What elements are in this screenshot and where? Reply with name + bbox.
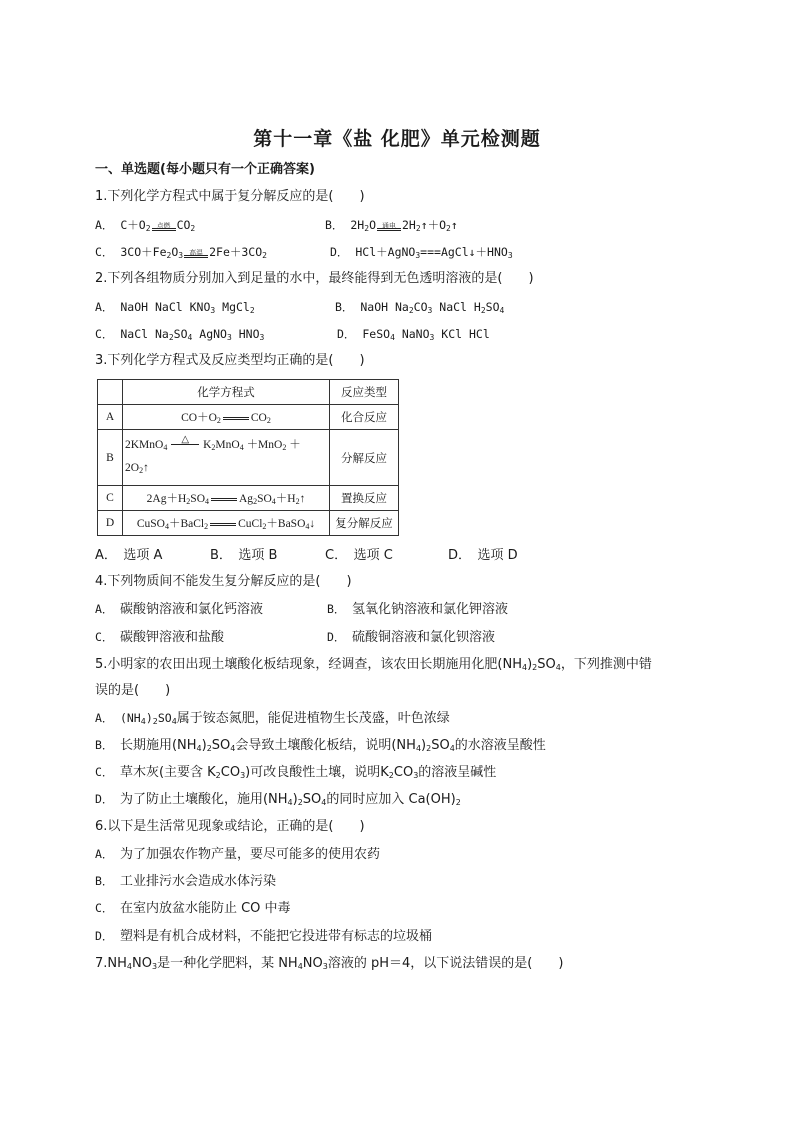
section-heading: 一、单选题(每小题只有一个正确答案) [95,162,315,177]
question-4-option-c[interactable]: C． 碳酸钾溶液和盐酸 [95,630,224,645]
reaction-condition: 高温 [183,247,209,259]
question-6-option-d[interactable]: D． 塑料是有机合成材料，不能把它投进带有标志的垃圾桶 [95,929,432,944]
question-2-stem: 2.下列各组物质分别加入到足量的水中，最终能得到无色透明溶液的是( ) [95,271,534,286]
question-5-option-b[interactable]: B． 长期施用$(NH_4)_2SO_4$会导致土壤酸化板结，说明$(NH_4)_2SO_4$的水溶液呈酸性 [95,738,546,753]
question-5-stem: 5.小明家的农田出现土壤酸化板结现象，经调查，该农田长期施用化肥$(NH_4)_2SO_4$，下列推测中错 [95,657,652,672]
table-row: B 2KMnO$_4$ △ $K_2MnO_4 +MnO_2$ ＋ $2O_2↑$ 分解反应 [98,430,399,486]
question-6-option-b[interactable]: B． 工业排污水会造成水体污染 [95,874,276,889]
page-title: 第十一章《盐 化肥》单元检测题 [253,128,541,150]
question-5-option-a[interactable]: A． $(NH_4)_2SO_4$属于铵态氮肥，能促进植物生长茂盛，叶色浓绿 [95,711,450,726]
question-1-option-c[interactable]: C． $3CO+Fe_2O_3$ 高温 $2Fe+3CO_2$ [95,245,267,260]
question-3-option-b[interactable]: B． 选项 B [210,548,278,563]
table-header-type: 反应类型 [330,380,399,405]
reaction-condition: 通电 [376,220,402,232]
question-7-stem: $7.NH_4NO_3$是一种化学肥料，某 $NH_4NO_3$溶液的 pH＝4，以下说法错误的是( ) [95,956,564,971]
question-4-option-d[interactable]: D． 硫酸铜溶液和氯化钡溶液 [327,630,495,645]
question-5-option-d[interactable]: D． 为了防止土壤酸化，施用$(NH_4)_2SO_4$的同时应加入 $Ca(OH)_2$ [95,792,461,807]
question-3-option-c[interactable]: C． 选项 C [325,548,393,563]
question-2-option-a[interactable]: A． NaOH NaCl $KNO_3$ MgCl$_2$ [95,300,255,315]
equation-table [97,379,399,536]
question-2-option-c[interactable]: C． NaCl $Na_2SO_4$ AgNO$_3$ $HNO_3$ [95,327,265,342]
question-4-option-b[interactable]: B． 氢氧化钠溶液和氯化钾溶液 [327,602,508,617]
question-2-option-d[interactable]: D． FeSO$_4$ NaNO$_3$ KCl HCl [337,327,490,342]
table-row: A $CO+O_2$ $CO_2$ 化合反应 [98,405,399,430]
question-1-option-b[interactable]: B． $2H_2O$ 通电 $2H_2↑+O_2↑$ [325,218,458,233]
question-1-option-d[interactable]: D． $HCl+AgNO_3===AgCl↓+HNO_3$ [330,245,513,260]
question-1-option-a[interactable]: A． $C+O_2$ 点燃 $CO_2$ [95,218,196,233]
reaction-condition: 点燃 [151,220,177,232]
question-1-stem: 1.下列化学方程式中属于复分解反应的是( ) [95,189,365,204]
question-6-stem: 6.以下是生活常见现象或结论，正确的是( ) [95,819,365,834]
question-5-option-c[interactable]: C． 草木灰(主要含 $K_2CO_3$)可改良酸性土壤，说明$K_2CO_3$的溶液呈碱性 [95,765,497,780]
table-header-equation: 化学方程式 [123,380,330,405]
question-3-option-a[interactable]: A． 选项 A [95,548,163,563]
question-2-option-b[interactable]: B． NaOH $Na_2CO_3$ NaCl $H_2SO_4$ [335,300,505,315]
question-4-option-a[interactable]: A． 碳酸钠溶液和氯化钙溶液 [95,602,263,617]
question-6-option-c[interactable]: C． 在室内放盆水能防止 CO 中毒 [95,901,291,916]
question-6-option-a[interactable]: A． 为了加强农作物产量，要尽可能多的使用农药 [95,847,380,862]
question-5-stem-cont: 误的是( ) [95,683,171,698]
table-row: C $2Ag+H_2SO_4$ $Ag_2SO_4+H_2↑$ 置换反应 [98,486,399,511]
question-3-stem: 3.下列化学方程式及反应类型均正确的是( ) [95,353,365,368]
question-3-option-d[interactable]: D． 选项 D [448,548,518,563]
table-row: D CuSO$_4$＋BaCl$_2$ CuCl$_2$＋BaSO$_4$↓ 复分解反应 [98,511,399,536]
question-4-stem: 4.下列物质间不能发生复分解反应的是( ) [95,574,352,589]
